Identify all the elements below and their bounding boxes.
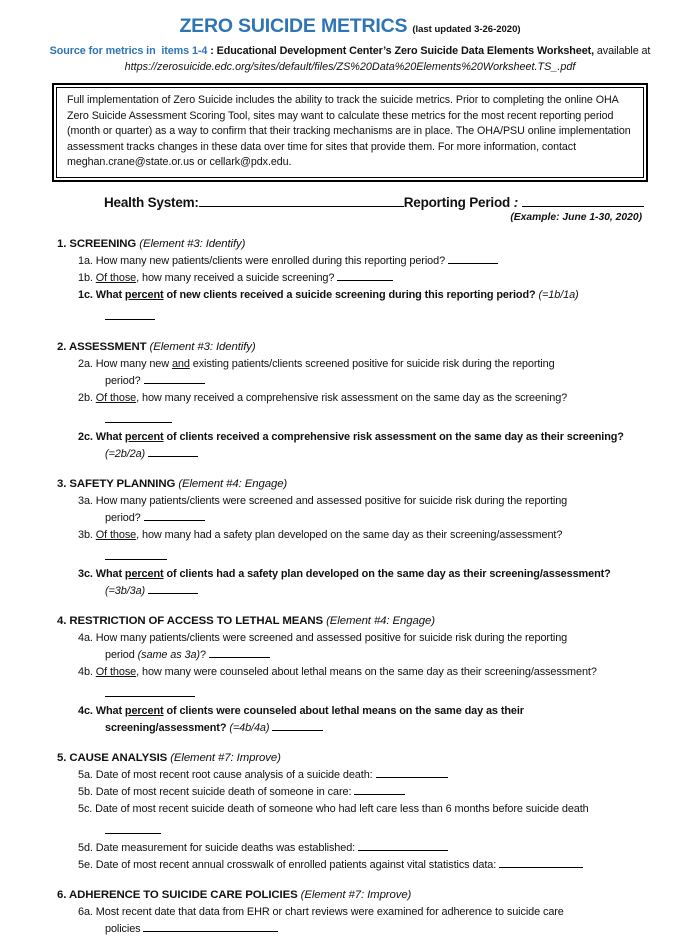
section-title: 6. ADHERENCE TO SUICIDE CARE POLICIES	[57, 888, 301, 901]
section-title: 1. SCREENING	[57, 237, 140, 250]
section-element-tag: (Element #7: Improve)	[300, 888, 412, 901]
intro-box-inner	[56, 87, 644, 178]
form-line	[57, 309, 670, 326]
text-segment: , how many received a suicide screening?	[136, 271, 338, 284]
text-segment: 4a. How many patients/clients were screened and assessed positive for suicide risk during the reporting	[78, 631, 568, 644]
form-line	[57, 287, 670, 304]
text-segment: , how many received a comprehensive risk assessment on the same day as the screening?	[136, 391, 568, 404]
intro-text: Full implementation of Zero Suicide includes the ability to track the suicide metrics. Prior to completing the online OHA Zero Suicide Assessment Scoring Tool, sites may want to calculate these metrics for the most recent reporting period (month or quarter) as a way to confirm that their tracking mechanisms are in place. The OHA/PSU online implementation assessment tracks changes in these data over time for sites that provide them. For more information, contact meghan.crane@state.or.us or cellark@pdx.edu.	[67, 94, 631, 169]
text-segment: 4c. What	[78, 704, 125, 717]
form-line	[57, 921, 670, 938]
intro-box	[52, 83, 648, 182]
metrics-form	[0, 236, 700, 938]
source-document-title: Educational Development Center’s Zero Suicide Data Elements Worksheet,	[216, 45, 594, 57]
text-segment: 2b.	[78, 391, 96, 404]
text-segment: Of those	[95, 271, 137, 284]
section-element-tag: (Element #3: Identify)	[149, 340, 256, 353]
text-segment: percent	[124, 567, 164, 580]
text-segment: 5b. Date of most recent suicide death of someone in care:	[78, 785, 355, 798]
text-segment: 3c. What	[78, 567, 125, 580]
form-line	[57, 857, 670, 874]
fill-in-blank[interactable]	[337, 270, 393, 281]
text-segment: percent	[124, 430, 164, 443]
form-line	[57, 647, 670, 664]
form-line	[57, 446, 670, 463]
text-segment: 5d. Date measurement for suicide deaths was established:	[78, 841, 359, 854]
text-segment: 3a. How many patients/clients were screened and assessed positive for suicide risk during the reporting	[78, 494, 568, 507]
source-url: https://zerosuicide.edc.org/sites/default/files/ZS%20Data%20Elements%20Worksheet.TS_.pdf	[124, 61, 576, 73]
fill-in-blank[interactable]	[499, 857, 583, 868]
section-title: 4. RESTRICTION OF ACCESS TO LETHAL MEANS	[57, 614, 327, 627]
text-segment: 1a. How many new patients/clients were enrolled during this reporting period?	[78, 254, 448, 267]
reporting-period-colon: :	[510, 194, 523, 210]
fill-in-blank[interactable]	[144, 510, 206, 521]
section	[57, 613, 670, 737]
text-segment: percent	[124, 288, 164, 301]
form-line	[57, 784, 670, 801]
fill-in-blank[interactable]	[105, 549, 167, 560]
text-segment: period	[105, 648, 138, 661]
fill-in-blank[interactable]	[209, 647, 271, 658]
text-segment: period?	[105, 374, 144, 387]
fill-in-blank[interactable]	[358, 840, 448, 851]
fill-in-blank[interactable]	[143, 921, 277, 932]
fill-in-blank[interactable]	[144, 373, 206, 384]
source-colon: :	[207, 45, 217, 57]
fill-in-blank[interactable]	[105, 823, 161, 834]
form-line	[57, 904, 670, 921]
text-segment: screening/assessment?	[105, 721, 230, 734]
text-segment: Of those	[95, 528, 137, 541]
text-segment: (=3b/3a)	[105, 584, 148, 597]
section-element-tag: (Element #7: Improve)	[170, 751, 281, 764]
reporting-period-blank[interactable]	[522, 194, 644, 207]
fill-in-blank[interactable]	[448, 253, 498, 264]
fill-in-blank[interactable]	[354, 784, 404, 795]
text-segment: 2a. How many new	[78, 357, 172, 370]
text-segment: ?	[199, 648, 209, 661]
text-segment: Of those	[95, 391, 137, 404]
form-line	[57, 703, 670, 720]
form-line	[57, 630, 670, 647]
form-line	[57, 527, 670, 544]
form-line	[57, 549, 670, 566]
example-note: (Example: June 1-30, 2020)	[510, 211, 642, 223]
source-note	[0, 45, 700, 57]
form-line	[57, 823, 670, 840]
text-segment: of new clients received a suicide screening during this reporting period?	[163, 288, 539, 301]
text-segment: , how many had a safety plan developed on the same day as their screening/assessment?	[136, 528, 563, 541]
text-segment: 1b.	[78, 271, 96, 284]
section	[57, 750, 670, 874]
title-row	[0, 15, 700, 38]
form-line	[57, 686, 670, 703]
form-line	[57, 412, 670, 429]
form-header	[0, 194, 700, 210]
text-segment: , how many were counseled about lethal means on the same day as their screening/assessment?	[136, 665, 597, 678]
section-element-tag: (Element #4: Engage)	[326, 614, 435, 627]
form-line	[57, 356, 670, 373]
text-segment: percent	[124, 704, 164, 717]
section-element-tag: (Element #4: Engage)	[178, 477, 288, 490]
form-line	[57, 840, 670, 857]
section-heading	[57, 613, 670, 630]
section-heading	[57, 476, 670, 493]
text-segment: 1c. What	[78, 288, 125, 301]
reporting-period-label: Reporting Period	[403, 194, 511, 210]
text-segment: 4b.	[78, 665, 96, 678]
text-segment: policies	[105, 922, 144, 935]
form-line	[57, 583, 670, 600]
source-label: Source for metrics in items 1-4	[49, 45, 208, 57]
text-segment: 5c. Date of most recent suicide death of someone who had left care less than 6 months before suicide death	[78, 802, 589, 815]
section-title: 3. SAFETY PLANNING	[57, 477, 179, 490]
section-heading	[57, 887, 670, 904]
fill-in-blank[interactable]	[272, 720, 322, 731]
text-segment: 3b.	[78, 528, 96, 541]
form-line	[57, 390, 670, 407]
text-segment: period?	[105, 511, 144, 524]
text-segment: 6a. Most recent date that data from EHR or chart reviews were examined for adherence to suicide care	[78, 905, 564, 918]
section-title: 2. ASSESSMENT	[57, 340, 150, 353]
form-line	[57, 801, 670, 818]
form-line	[57, 664, 670, 681]
form-line	[57, 510, 670, 527]
text-segment: 5a. Date of most recent root cause analysis of a suicide death:	[78, 768, 376, 781]
form-line	[57, 566, 670, 583]
text-segment: existing patients/clients screened positive for suicide risk during the reporting	[189, 357, 555, 370]
form-line	[57, 373, 670, 390]
text-segment: 5e. Date of most recent annual crosswalk of enrolled patients against vital statistics data:	[78, 858, 500, 871]
text-segment: (=4b/4a)	[229, 721, 273, 734]
text-segment: 2c. What	[78, 430, 125, 443]
form-line	[57, 767, 670, 784]
source-suffix: available at	[594, 45, 651, 57]
section-heading	[57, 236, 670, 253]
section-title: 5. CAUSE ANALYSIS	[57, 751, 171, 764]
document-title: ZERO SUICIDE METRICS	[179, 15, 408, 37]
form-line	[57, 429, 670, 446]
text-segment: of clients were counseled about lethal means on the same day as their	[163, 704, 524, 717]
section-heading	[57, 339, 670, 356]
text-segment: (=1b/1a)	[538, 288, 579, 301]
fill-in-blank[interactable]	[148, 446, 198, 457]
section	[57, 339, 670, 463]
text-segment: of clients had a safety plan developed on the same day as their screening/assessment?	[163, 567, 611, 580]
section	[57, 236, 670, 326]
fill-in-blank[interactable]	[376, 767, 449, 778]
text-segment: Of those	[95, 665, 137, 678]
text-segment: (=2b/2a)	[105, 447, 148, 460]
section	[57, 887, 670, 938]
form-line	[57, 720, 670, 737]
section	[57, 476, 670, 600]
fill-in-blank[interactable]	[148, 583, 198, 594]
form-line	[57, 253, 670, 270]
form-line	[57, 493, 670, 510]
text-segment: (same as 3a)	[137, 648, 200, 661]
text-segment: of clients received a comprehensive risk assessment on the same day as their screening?	[163, 430, 624, 443]
last-updated-note: (last updated 3-26-2020)	[412, 24, 521, 35]
fill-in-blank[interactable]	[105, 309, 155, 320]
text-segment: and	[171, 357, 190, 370]
section-heading	[57, 750, 670, 767]
fill-in-blank[interactable]	[105, 686, 195, 697]
section-element-tag: (Element #3: Identify)	[139, 237, 246, 250]
form-line	[57, 270, 670, 287]
health-system-blank[interactable]	[199, 194, 404, 207]
fill-in-blank[interactable]	[105, 412, 172, 423]
health-system-label: Health System:	[104, 194, 199, 210]
